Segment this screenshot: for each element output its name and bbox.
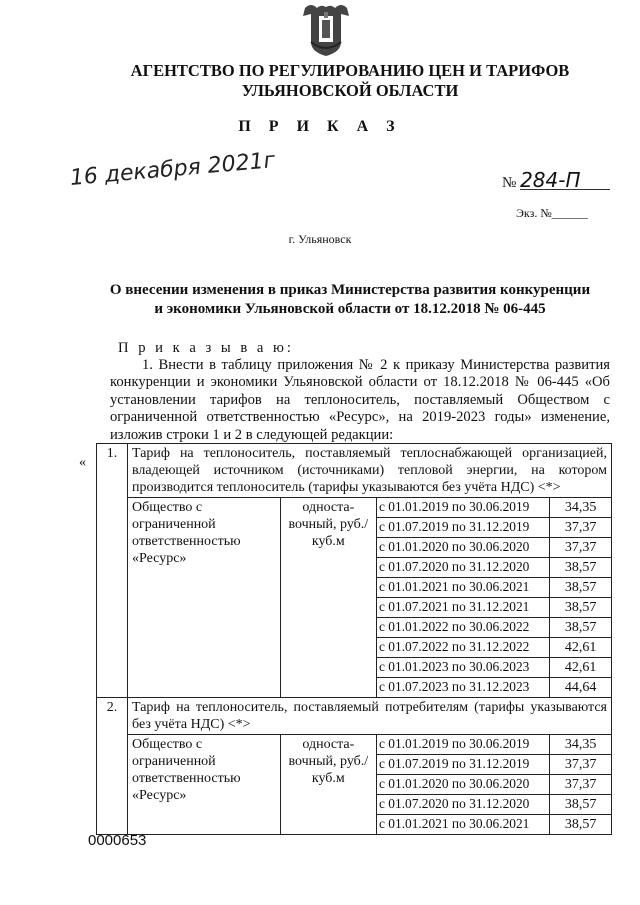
- tariff-period: с 01.01.2022 по 30.06.2022: [377, 618, 550, 638]
- opening-quote: «: [79, 455, 86, 470]
- table-row: [97, 498, 612, 518]
- coat-of-arms-emblem: [297, 2, 355, 58]
- tariff-period: с 01.01.2019 по 30.06.2019: [377, 735, 550, 755]
- tariff-table: [96, 443, 612, 835]
- number-prefix: №: [502, 175, 517, 191]
- tariff-period: с 01.07.2019 по 31.12.2019: [377, 518, 550, 538]
- tariff-value: 42,61: [550, 638, 612, 658]
- tariff-value: 37,37: [550, 518, 612, 538]
- handwritten-order-number: 284-П: [520, 168, 581, 192]
- tariff-value: 34,35: [550, 498, 612, 518]
- tariff-value: 38,57: [550, 578, 612, 598]
- tariff-period: с 01.07.2022 по 31.12.2022: [377, 638, 550, 658]
- table-row: [97, 735, 612, 755]
- tariff-value: 34,35: [550, 735, 612, 755]
- subject-line1: О внесении изменения в приказ Министерства развития конкуренции: [109, 282, 591, 298]
- tariff-period: с 01.01.2021 по 30.06.2021: [377, 815, 550, 835]
- paragraph-1-text: 1. Внести в таблицу приложения № 2 к приказу Министерства развития конкуренции и экономики Ульяновской области от 18.12.2018 № 06-445 «Об установлении тарифов на теплоноситель, поставляемый Обществом с ограниченной ответственностью «Ресурс», на 2019-2023 годы» изменение, изложив строки 1 и 2 в следующей редакции:: [110, 357, 610, 443]
- number-underline: [520, 189, 610, 190]
- tariff-value: 42,61: [550, 658, 612, 678]
- tariff-period: с 01.07.2021 по 31.12.2021: [377, 598, 550, 618]
- city-label: г. Ульяновск: [288, 232, 352, 246]
- tariff-unit: односта-вочный, руб./ куб.м: [280, 498, 376, 698]
- document-code: 0000653: [88, 832, 147, 849]
- tariff-period: с 01.07.2019 по 31.12.2019: [377, 755, 550, 775]
- tariff-period: с 01.01.2023 по 30.06.2023: [377, 658, 550, 678]
- row-number: 1.: [97, 444, 128, 698]
- tariff-value: 38,57: [550, 795, 612, 815]
- tariff-value: 37,37: [550, 538, 612, 558]
- subject-line2: и экономики Ульяновской области от 18.12.2018 № 06-445: [154, 301, 546, 317]
- tariff-value: 38,57: [550, 558, 612, 578]
- order-subject: [60, 281, 640, 319]
- order-number: [502, 168, 581, 192]
- tariff-period: с 01.01.2020 по 30.06.2020: [377, 775, 550, 795]
- tariff-unit: односта-вочный, руб./ куб.м: [280, 735, 376, 835]
- agency-name-line1: АГЕНТСТВО ПО РЕГУЛИРОВАНИЮ ЦЕН И ТАРИФОВ: [130, 61, 570, 80]
- agency-name-line2: УЛЬЯНОВСКОЙ ОБЛАСТИ: [241, 81, 459, 100]
- table-row-1-header: [97, 444, 612, 498]
- paragraph-1: [110, 357, 610, 444]
- row-number: 2.: [97, 698, 128, 835]
- directive-word: П р и к а з ы в а ю:: [118, 340, 294, 356]
- tariff-period: с 01.01.2021 по 30.06.2021: [377, 578, 550, 598]
- tariff-value: 44,64: [550, 678, 612, 698]
- tariff-period: с 01.07.2023 по 31.12.2023: [377, 678, 550, 698]
- organization-name: Общество с ограниченной ответственностью «Ресурс»: [128, 735, 281, 835]
- tariff-period: с 01.01.2020 по 30.06.2020: [377, 538, 550, 558]
- tariff-value: 38,57: [550, 815, 612, 835]
- document-type-title: П Р И К А З: [238, 118, 402, 135]
- tariff-description: Тариф на теплоноситель, поставляемый потребителям (тарифы указываются без учёта НДС) <*>: [128, 698, 612, 735]
- copy-number-label: Экз. №______: [516, 206, 588, 220]
- tariff-description: Тариф на теплоноситель, поставляемый теплоснабжающей организацией, владеющей источником (источниками) тепловой энергии, на котором производится теплоноситель (тарифы указываются без учёта НДС) <*>: [128, 444, 612, 498]
- table-row-2-header: [97, 698, 612, 735]
- tariff-period: с 01.07.2020 по 31.12.2020: [377, 558, 550, 578]
- tariff-value: 38,57: [550, 598, 612, 618]
- tariff-value: 37,37: [550, 775, 612, 795]
- tariff-period: с 01.01.2019 по 30.06.2019: [377, 498, 550, 518]
- tariff-period: с 01.07.2020 по 31.12.2020: [377, 795, 550, 815]
- organization-name: Общество с ограниченной ответственностью «Ресурс»: [128, 498, 281, 698]
- tariff-value: 37,37: [550, 755, 612, 775]
- tariff-value: 38,57: [550, 618, 612, 638]
- handwritten-date: 16 декабря 2021г: [68, 148, 277, 191]
